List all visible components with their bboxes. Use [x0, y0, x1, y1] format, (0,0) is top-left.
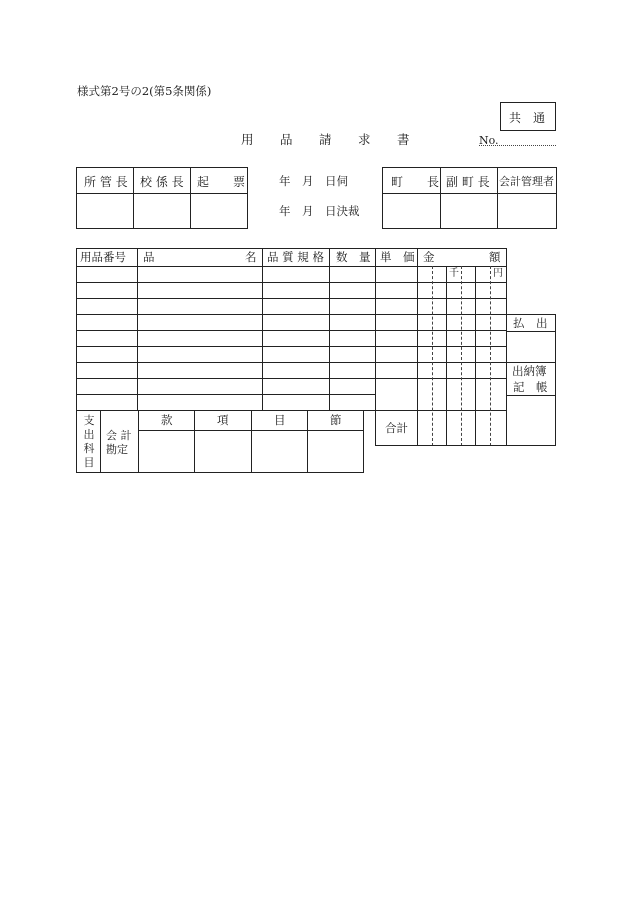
- approval-header-mayor: 町 長: [391, 175, 440, 189]
- account-col-kan: 款: [161, 413, 173, 427]
- header-name-right: 名: [245, 250, 257, 264]
- stamp-cell-accounting-manager[interactable]: [498, 194, 556, 228]
- stamp-cell-drafter[interactable]: [191, 194, 247, 228]
- inquiry-date: 年 月 日伺: [279, 174, 348, 188]
- account-sublabel-line1: 会 計: [106, 429, 132, 442]
- approval-right-box: [382, 167, 557, 229]
- header-amount-right: 額: [489, 250, 501, 264]
- ledger-box: [506, 362, 556, 446]
- stamp-cell-supervisor[interactable]: [77, 194, 133, 228]
- ledger-label-line1: 出納簿: [512, 364, 547, 378]
- amount-unit-thousand: 千: [449, 268, 459, 279]
- header-amount-left: 金: [423, 250, 435, 264]
- approval-header-drafter: 起 票: [197, 175, 246, 189]
- approval-left-box: [76, 167, 248, 229]
- account-col-moku: 目: [274, 413, 286, 427]
- header-quantity: 数 量: [336, 250, 371, 264]
- approval-header-accounting-manager: 会計管理者: [499, 175, 554, 188]
- common-badge-label: 共 通: [509, 111, 546, 125]
- common-badge: [500, 102, 556, 131]
- number-field[interactable]: [479, 145, 556, 146]
- ledger-label-line2: 記 帳: [513, 380, 548, 394]
- ledger-stamp-cell[interactable]: [507, 396, 555, 445]
- account-col-setsu: 節: [330, 413, 342, 427]
- approval-header-supervisor: 所 管 長: [84, 175, 128, 189]
- form-caption: 様式第2号の2(第5条関係): [77, 84, 212, 98]
- approval-header-deputy-mayor: 副 町 長: [446, 175, 490, 189]
- payout-stamp-cell[interactable]: [507, 332, 555, 362]
- payout-box: [506, 314, 556, 363]
- account-col-kou: 項: [217, 413, 229, 427]
- account-block: [76, 410, 364, 473]
- stamp-cell-deputy-mayor[interactable]: [441, 194, 497, 228]
- account-sublabel-line2: 勘定: [106, 443, 128, 456]
- stamp-cell-mayor[interactable]: [383, 194, 440, 228]
- number-label: No.: [479, 134, 499, 147]
- decision-date: 年 月 日決裁: [279, 204, 360, 218]
- account-label: 支出科目: [83, 414, 95, 469]
- header-unit-price: 単 価: [380, 250, 415, 264]
- header-name-left: 品: [143, 250, 155, 264]
- header-spec: 品 質 規 格: [267, 250, 324, 264]
- payout-label: 払 出: [513, 316, 548, 330]
- total-label: 合計: [385, 421, 408, 435]
- stamp-cell-section-chief[interactable]: [134, 194, 190, 228]
- header-item-number: 用品番号: [80, 250, 126, 264]
- amount-unit-yen: 円: [493, 268, 503, 279]
- form-title: 用 品 請 求 書: [241, 132, 417, 147]
- approval-header-section-chief: 校 係 長: [140, 175, 184, 189]
